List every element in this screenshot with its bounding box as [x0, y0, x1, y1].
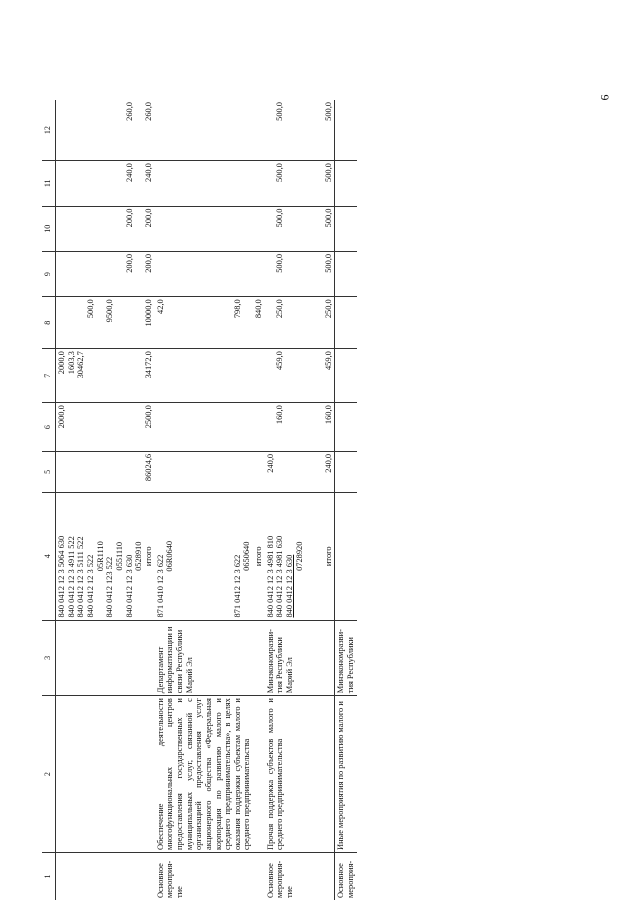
- event-description: Прочая поддержка субъектов малого и среднего предпринимательства: [265, 696, 335, 853]
- responsible-agency: Минэкономразви-тия Республики Марий Эл: [265, 620, 335, 696]
- event-type: Основное мероприя-тие: [265, 852, 335, 900]
- value-col11: 500,0 500,0: [265, 161, 335, 206]
- value-col9: 200,0 200,0: [56, 251, 155, 296]
- table-row: [56, 100, 155, 900]
- value-col10: 200,0 200,0: [56, 206, 155, 251]
- header-cell: 7: [42, 349, 56, 403]
- budget-codes: 840 0412 12 3 5064 630 840 0412 12 3 4911 522 840 0412 12 3 5111 522 840 0412 12 3 522 05R1110 840 0412 123 522 0551110 840 0412 12 3 630 0528910 итого: [56, 492, 155, 620]
- header-cell: 4: [42, 492, 56, 620]
- value-col12: 260,0 260,0: [124, 102, 153, 121]
- value-col9: 500,0 500,0: [265, 251, 335, 296]
- table-row: [335, 100, 357, 900]
- subtotal-label: итого: [253, 492, 265, 620]
- header-cell: 12: [42, 100, 56, 161]
- event-type: Основное мероприя-: [335, 852, 357, 900]
- budget-codes: 871 0410 12 3 622 06R0640 871 0412 12 3 622 0650640: [155, 492, 254, 620]
- header-row: [42, 100, 56, 900]
- value-col8: 250,0 250,0: [265, 297, 335, 349]
- responsible-agency: Департамент информатизации и связи Республики Марий Эл: [155, 620, 254, 696]
- header-cell: 6: [42, 403, 56, 452]
- event-type: Основное мероприя-тие: [155, 852, 254, 900]
- value-col6: 2000,0 2500,0: [56, 403, 155, 452]
- value-col7: 459,0 459,0: [265, 349, 335, 403]
- header-cell: 10: [42, 206, 56, 251]
- header-cell: 11: [42, 161, 56, 206]
- table-row: [155, 100, 254, 900]
- header-cell: 9: [42, 251, 56, 296]
- value-col8: 42,0 798,0: [155, 297, 254, 349]
- value-col5: 86024,6: [56, 451, 155, 492]
- event-description: Обеспечение деятельности многофункциональных центров предоставления государственных и муниципальных услуг, связанной с организацией предоставления услуг акционерного общества «Федеральная корпорация по развитию малого и среднего предпринимательства», в целях оказания поддержки субъектам малого и среднего предпринимательства: [155, 696, 254, 853]
- header-cell: 2: [42, 696, 56, 853]
- value-col6: 160,0 160,0: [265, 403, 335, 452]
- value-col8: 500,0 9500,0 10000,0: [56, 297, 155, 349]
- responsible-agency: Минэкономразви-тия Республики: [335, 620, 357, 696]
- value-col10: 500,0 500,0: [265, 206, 335, 251]
- page-number: 6: [597, 94, 612, 101]
- budget-table: [42, 100, 357, 900]
- header-cell: 3: [42, 620, 56, 696]
- subtotal-value: 840,0: [253, 297, 265, 349]
- value-col12: 500,0 500,0: [265, 100, 335, 161]
- value-col11: 240,0 240,0: [56, 161, 155, 206]
- event-description: Иные мероприятия по развитию малого и: [335, 696, 357, 853]
- header-cell: 8: [42, 297, 56, 349]
- rotated-table-frame: [42, 100, 614, 900]
- rotated-page: [42, 100, 640, 898]
- header-cell: 5: [42, 451, 56, 492]
- value-col5: 240,0 240,0: [265, 451, 335, 492]
- table-row: [253, 100, 265, 900]
- value-col7: 2000,0 1603,3 30462,7 34172,0: [56, 349, 155, 403]
- header-cell: 1: [42, 852, 56, 900]
- budget-codes: 840 0412 12 3 4981 810 840 0412 12 3 4981 630 840 0412 12 3 630 0728920 итого: [265, 492, 335, 620]
- table-row: [265, 100, 335, 900]
